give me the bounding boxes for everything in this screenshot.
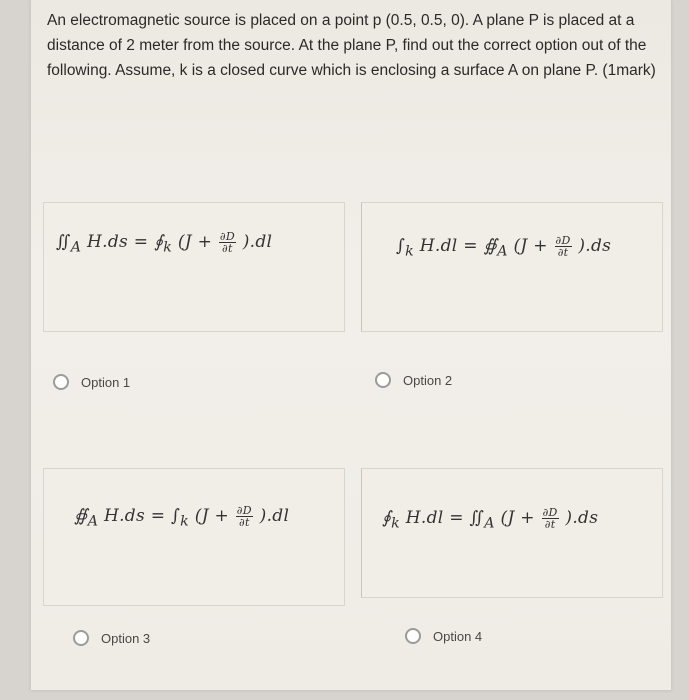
option-1-label[interactable]: Option 1 [81, 374, 131, 390]
option-3-label[interactable]: Option 3 [101, 630, 151, 646]
option-4-formula: $∮_k$ $H.dl = ∬_A$ (J + $\frac{\partial D}{\partial t}$ ).ds [382, 506, 599, 532]
option-4-label[interactable]: Option 4 [433, 628, 483, 644]
option-4[interactable] [361, 468, 661, 678]
option-4-radio[interactable] [405, 628, 421, 644]
option-3-formula: $∯_A$ $H.ds = \int_k$ (J + $\frac{\partial D}{\partial t}$ ).dl [74, 504, 290, 530]
option-2[interactable] [361, 202, 661, 412]
option-1-formula-image [43, 202, 345, 332]
option-2-formula: $\int_k$ $H.dl = ∯_A$ (J + $\frac{\partial D}{\partial t}$ ).ds [396, 234, 612, 260]
option-2-radio[interactable] [375, 372, 391, 388]
option-4-formula-image [361, 468, 663, 598]
option-3[interactable] [43, 468, 343, 678]
option-1-radio[interactable] [53, 374, 69, 390]
option-1-formula: $∬_A$ $H.ds = ∮_k$ (J + $\frac{\partial D}{\partial t}$ ).dl [56, 230, 273, 256]
option-1[interactable] [43, 202, 343, 412]
option-3-formula-image [43, 468, 345, 606]
option-3-radio[interactable] [73, 630, 89, 646]
option-2-label[interactable]: Option 2 [403, 372, 453, 388]
question-text: An electromagnetic source is placed on a point p (0.5, 0.5, 0). A plane P is placed at a distance of 2 meter from the source. At the plane P, find out the correct option out of the following. Assume, k is a closed curve which is enclosing a surface A on plane P. (1mark) [47, 12, 656, 79]
option-2-formula-image [361, 202, 663, 332]
question-card [30, 0, 672, 690]
